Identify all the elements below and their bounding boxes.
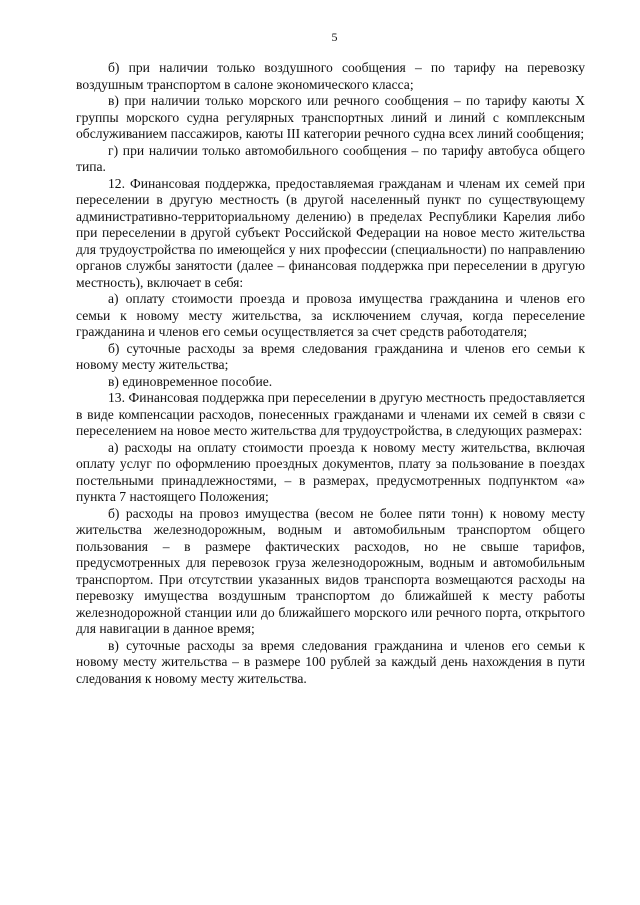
paragraph-sea-river-transport: в) при наличии только морского или речного сообщения – по тарифу каюты X группы морского судна регулярных транспортных линий и линий с комплексным обслуживанием пассажиров, каюты III категории речного судна всех линий сообщения; (76, 93, 585, 141)
paragraph-air-transport: б) при наличии только воздушного сообщения – по тарифу на перевозку воздушным транспортом в салоне экономического класса; (76, 60, 585, 92)
paragraph-13-c: в) суточные расходы за время следования гражданина и членов его семьи к новому месту жительства – в размере 100 рублей за каждый день нахождения в пути следования к новому месту жительства. (76, 637, 585, 686)
paragraph-road-transport: г) при наличии только автомобильного сообщения – по тарифу автобуса общего типа. (76, 142, 585, 174)
paragraph-item-12: 12. Финансовая поддержка, предоставляемая гражданам и членам их семей при переселении в другую местность (в другой населенный пункт по существующему административно-территориальному делению) в пределах Республики Карелия либо при переселении в другой субъект Российской Федерации на новое место жительства для трудоустройства по имеющейся у них профессии (специальности) по направлению органов службы занятости (далее – финансовая поддержка при переселении в другую местность), включает в себя: (76, 175, 585, 290)
paragraph-12-a: а) оплату стоимости проезда и провоза имущества гражданина и членов его семьи к новому месту жительства, за исключением случая, когда переселение гражданина и членов его семьи осуществляется за счет средств работодателя; (76, 291, 585, 339)
document-page (76, 30, 585, 687)
paragraph-13-b: б) расходы на провоз имущества (весом не более пяти тонн) к новому месту жительства железнодорожным, водным и автомобильным транспортом общего пользования – в размере фактических расходов, но не свыше тарифов, предусмотренных для перевозок груза железнодорожным, водным и автомобильным транспортом. При отсутствии указанных видов транспорта возмещаются расходы на перевозку имущества воздушным транспортом до ближайшей к месту работы железнодорожной станции или до ближайшего морского или речного порта, открытого для навигации в данное время; (76, 505, 585, 636)
document-body (76, 60, 585, 687)
page-number: 5 (331, 30, 338, 44)
paragraph-12-b: б) суточные расходы за время следования гражданина и членов его семьи к новому месту жительства; (76, 340, 585, 372)
paragraph-13-a: а) расходы на оплату стоимости проезда к новому месту жительства, включая оплату услуг по оформлению проездных документов, плату за пользование в поездах постельными принадлежностями, – в размерах, предусмотренных подпунктом «а» пункта 7 настоящего Положения; (76, 439, 585, 504)
paragraph-item-13: 13. Финансовая поддержка при переселении в другую местность предоставляется в виде компенсации расходов, понесенных гражданами и членами их семей в связи с переселением на новое место жительства для трудоустройства, в следующих размерах: (76, 390, 585, 438)
paragraph-12-c: в) единовременное пособие. (108, 373, 273, 389)
